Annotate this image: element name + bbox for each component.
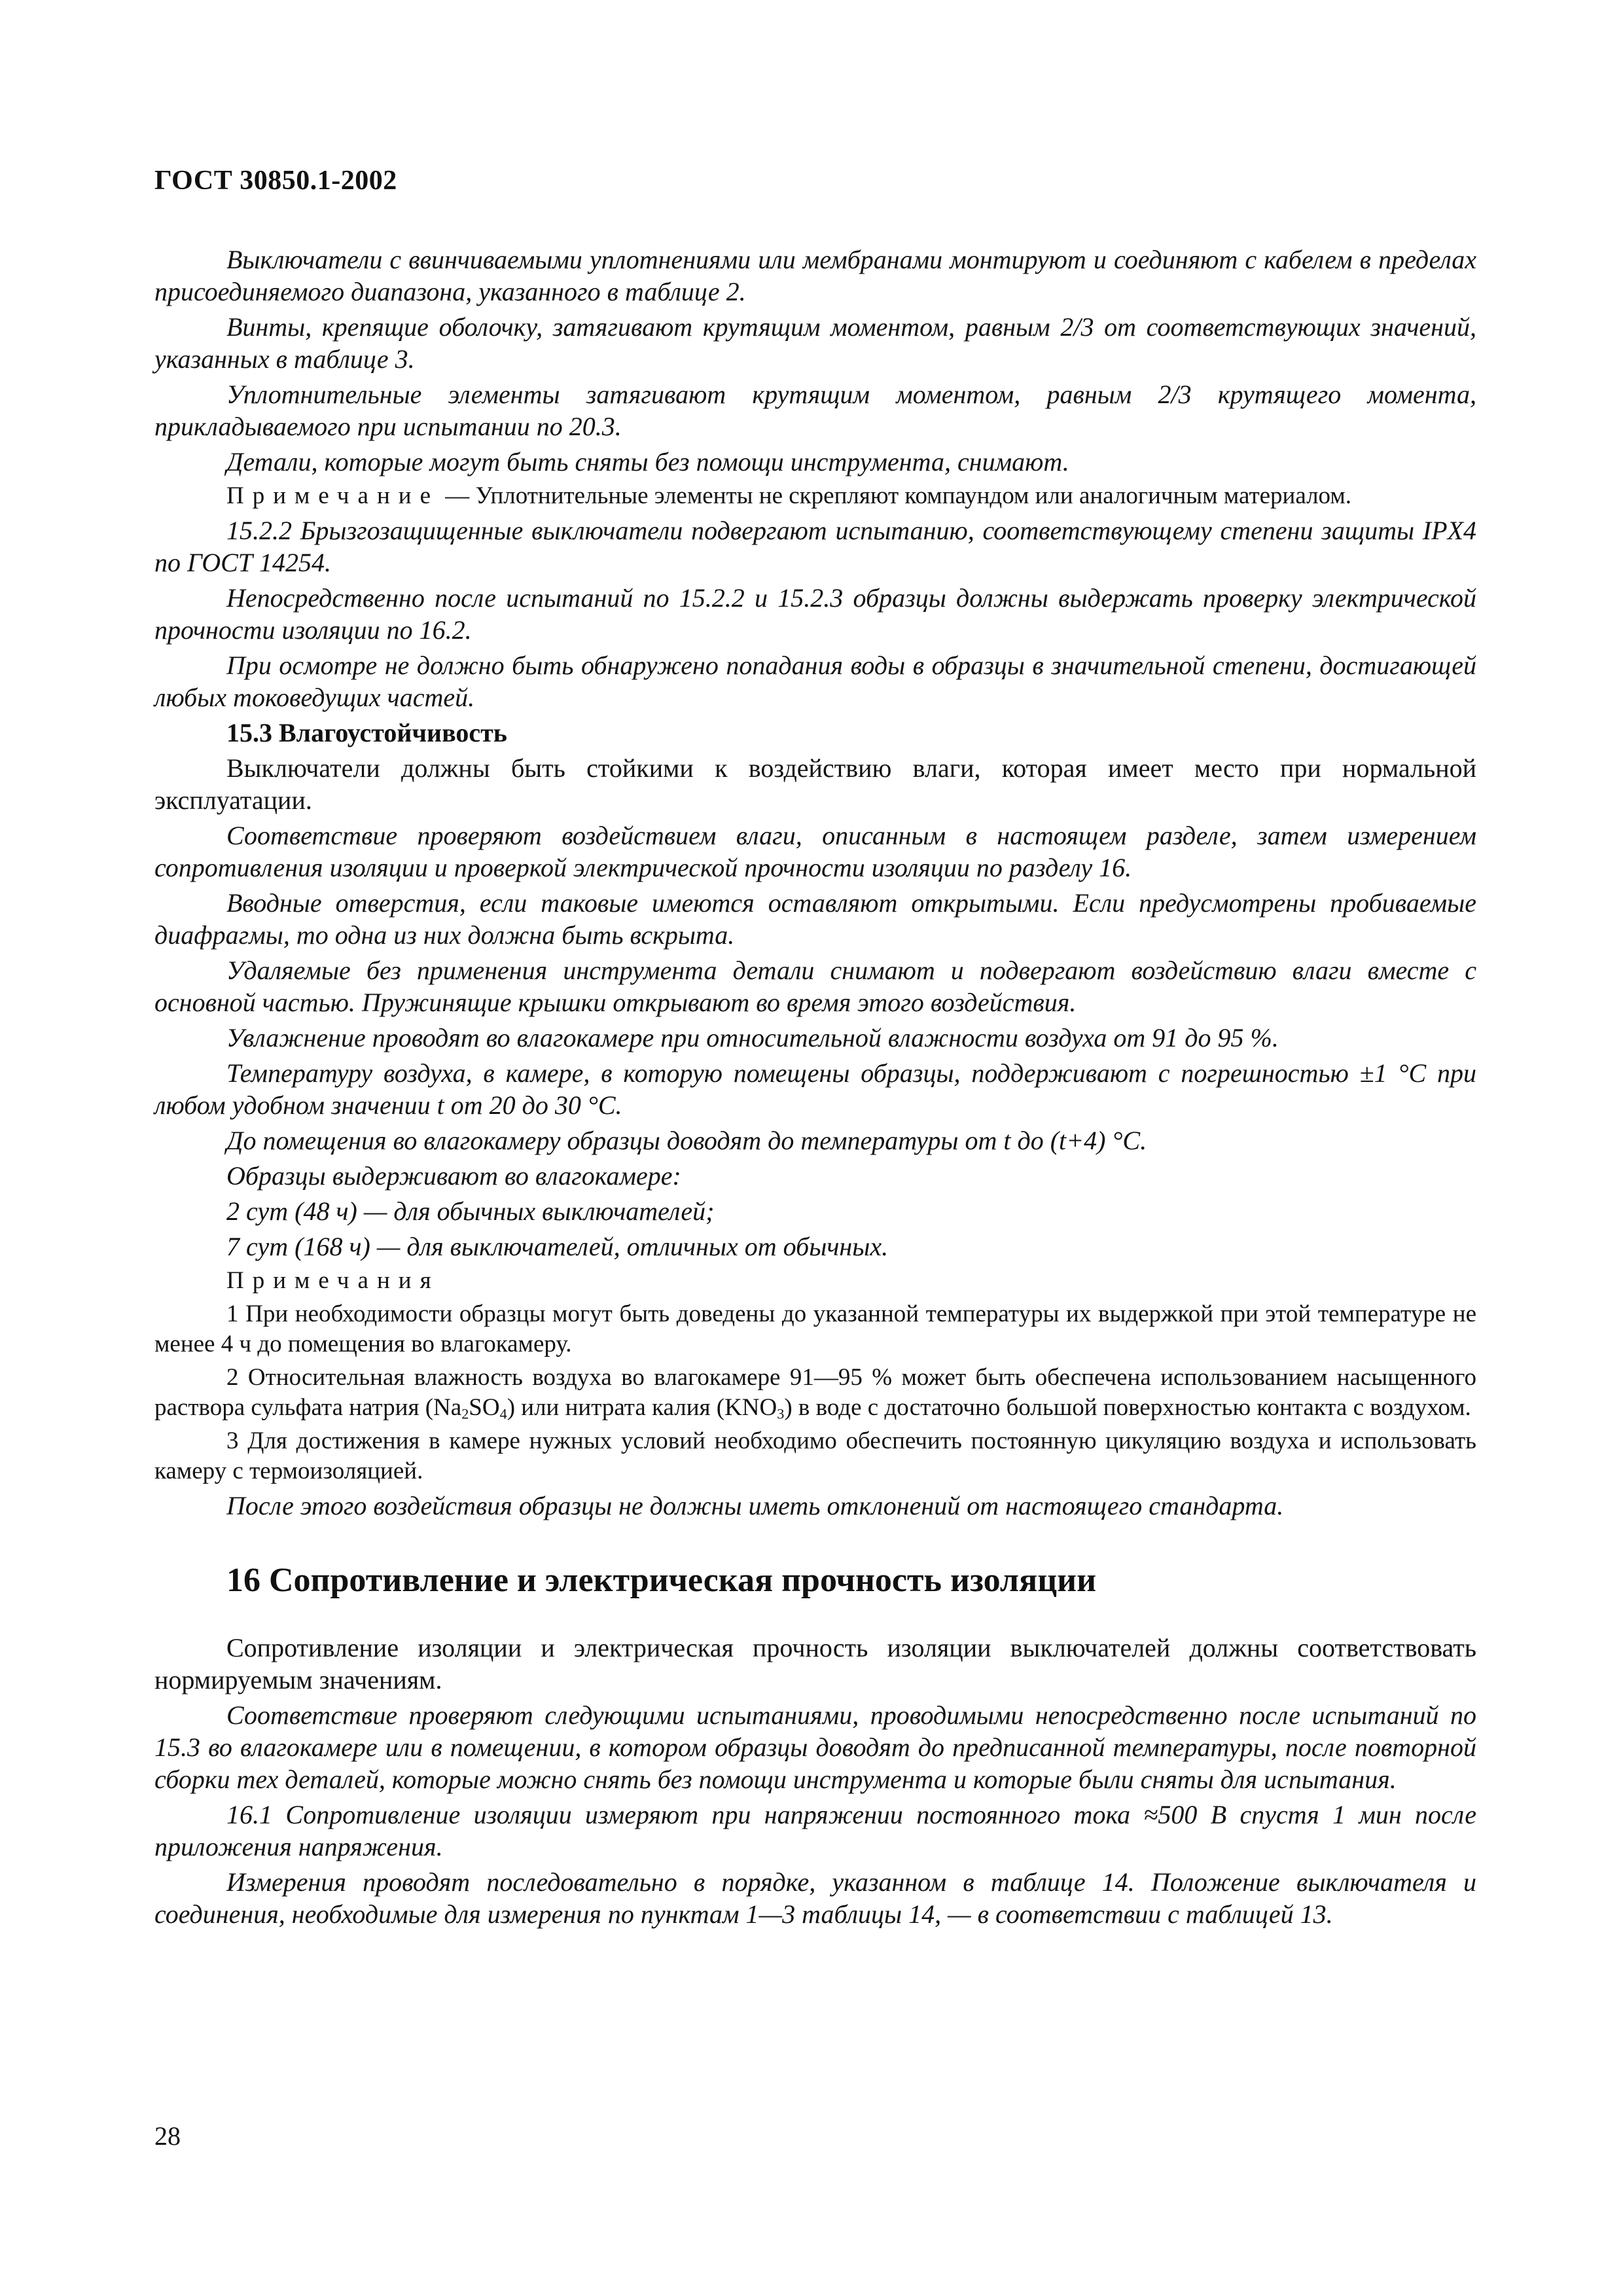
paragraph: Измерения проводят последовательно в порядке, указанном в таблице 14. Положение выключателя и соединения, необходимые для измерения по пунктам 1—3 таблицы 14, — в соответствии с таблицей 13.: [154, 1867, 1476, 1929]
note-text: — Уплотнительные элементы не скрепляют компаундом или аналогичным материалом.: [439, 482, 1352, 509]
paragraph: Вводные отверстия, если таковые имеются оставляют открытыми. Если предусмотрены пробиваемые диафрагмы, то одна из них должна быть вскрыта.: [154, 888, 1476, 950]
paragraph: Увлажнение проводят во влагокамере при относительной влажности воздуха от 91 до 95 %.: [226, 1023, 1279, 1052]
note-item: [154, 1363, 1476, 1423]
subscript: 3: [777, 1405, 785, 1422]
note-item: 3 Для достижения в камере нужных условий необходимо обеспечить постоянную цикуляцию воздуха и использовать камеру с термоизоляцией.: [154, 1427, 1476, 1484]
document-body: [154, 243, 1476, 1933]
paragraph: Детали, которые могут быть сняты без помощи инструмента, снимают.: [226, 447, 1069, 476]
subscript: 2: [461, 1405, 469, 1422]
notes-heading: [154, 1266, 1476, 1296]
document-header: ГОСТ 30850.1-2002: [154, 166, 397, 196]
note-text: ) в воде с достаточно большой поверхностью контакта с воздухом.: [784, 1394, 1471, 1421]
note-text: SO: [469, 1394, 500, 1421]
paragraph: Выключатели должны быть стойкими к воздействию влаги, которая имеет место при нормальной эксплуатации.: [154, 753, 1476, 815]
note-label: Примечание: [226, 482, 439, 509]
subsection-heading: 15.3 Влагоустойчивость: [226, 718, 507, 747]
paragraph: Уплотнительные элементы затягивают крутящим моментом, равным 2/3 крутящего момента, прикладываемого при испытании по 20.3.: [154, 380, 1476, 441]
paragraph: Сопротивление изоляции и электрическая прочность изоляции выключателей должны соответствовать нормируемым значениям.: [154, 1633, 1476, 1695]
page-number: 28: [154, 2121, 181, 2151]
note-item: 1 При необходимости образцы могут быть доведены до указанной температуры их выдержкой при этой температуре не менее 4 ч до помещения во влагокамеру.: [154, 1300, 1476, 1357]
paragraph: 15.2.2 Брызгозащищенные выключатели подвергают испытанию, соответствующему степени защиты IPX4 по ГОСТ 14254.: [154, 516, 1476, 577]
paragraph: 2 сут (48 ч) — для обычных выключателей;: [226, 1196, 715, 1226]
notes-label: Примечания: [226, 1267, 440, 1294]
section-title: 16 Сопротивление и электрическая прочность изоляции: [226, 1562, 1097, 1599]
paragraph: Непосредственно после испытаний по 15.2.2 и 15.2.3 образцы должны выдержать проверку электрической прочности изоляции по 16.2.: [154, 583, 1476, 645]
paragraph: До помещения во влагокамеру образцы доводят до температуры от t до (t+4) °С.: [226, 1126, 1147, 1155]
paragraph: Удаляемые без применения инструмента детали снимают и подвергают воздействию влаги вместе с основной частью. Пружинящие крышки открывают во время этого воздействия.: [154, 956, 1476, 1017]
paragraph: При осмотре не должно быть обнаружено попадания воды в образцы в значительной степени, достигающей любых токоведущих частей.: [154, 651, 1476, 712]
paragraph: Температуру воздуха, в камере, в которую помещены образцы, поддерживают с погрешностью ±1 °С при любом удобном значении t от 20 до 30 °С.: [154, 1058, 1476, 1120]
note-text: ) или нитрата калия (KNO: [507, 1394, 777, 1421]
paragraph: 7 сут (168 ч) — для выключателей, отличных от обычных.: [226, 1232, 889, 1261]
note-text: 2 Относительная влажность воздуха во влагокамере 91—95 % может быть обеспечена использованием насыщенного раствора сульфата натрия (Na: [154, 1364, 1476, 1421]
paragraph: Винты, крепящие оболочку, затягивают крутящим моментом, равным 2/3 от соответствующих значений, указанных в таблице 3.: [154, 312, 1476, 374]
paragraph: После этого воздействия образцы не должны иметь отклонений от настоящего стандарта.: [226, 1491, 1284, 1520]
subscript: 4: [499, 1405, 507, 1422]
paragraph: Соответствие проверяют воздействием влаги, описанным в настоящем разделе, затем измерением сопротивления изоляции и проверкой электрической прочности изоляции по разделу 16.: [154, 821, 1476, 882]
note: [154, 481, 1476, 511]
paragraph: 16.1 Сопротивление изоляции измеряют при напряжении постоянного тока ≈500 В спустя 1 мин после приложения напряжения.: [154, 1800, 1476, 1861]
paragraph: Соответствие проверяют следующими испытаниями, проводимыми непосредственно после испытаний по 15.3 во влагокамере или в помещении, в котором образцы доводят до предписанной температуры, после повторной сборки тех деталей, которые можно снять без помощи инструмента и которые были сняты для испытания.: [154, 1700, 1476, 1794]
paragraph: Выключатели с ввинчиваемыми уплотнениями или мембранами монтируют и соединяют с кабелем в пределах присоединяемого диапазона, указанного в таблице 2.: [154, 245, 1476, 306]
paragraph: Образцы выдерживают во влагокамере:: [226, 1161, 681, 1191]
